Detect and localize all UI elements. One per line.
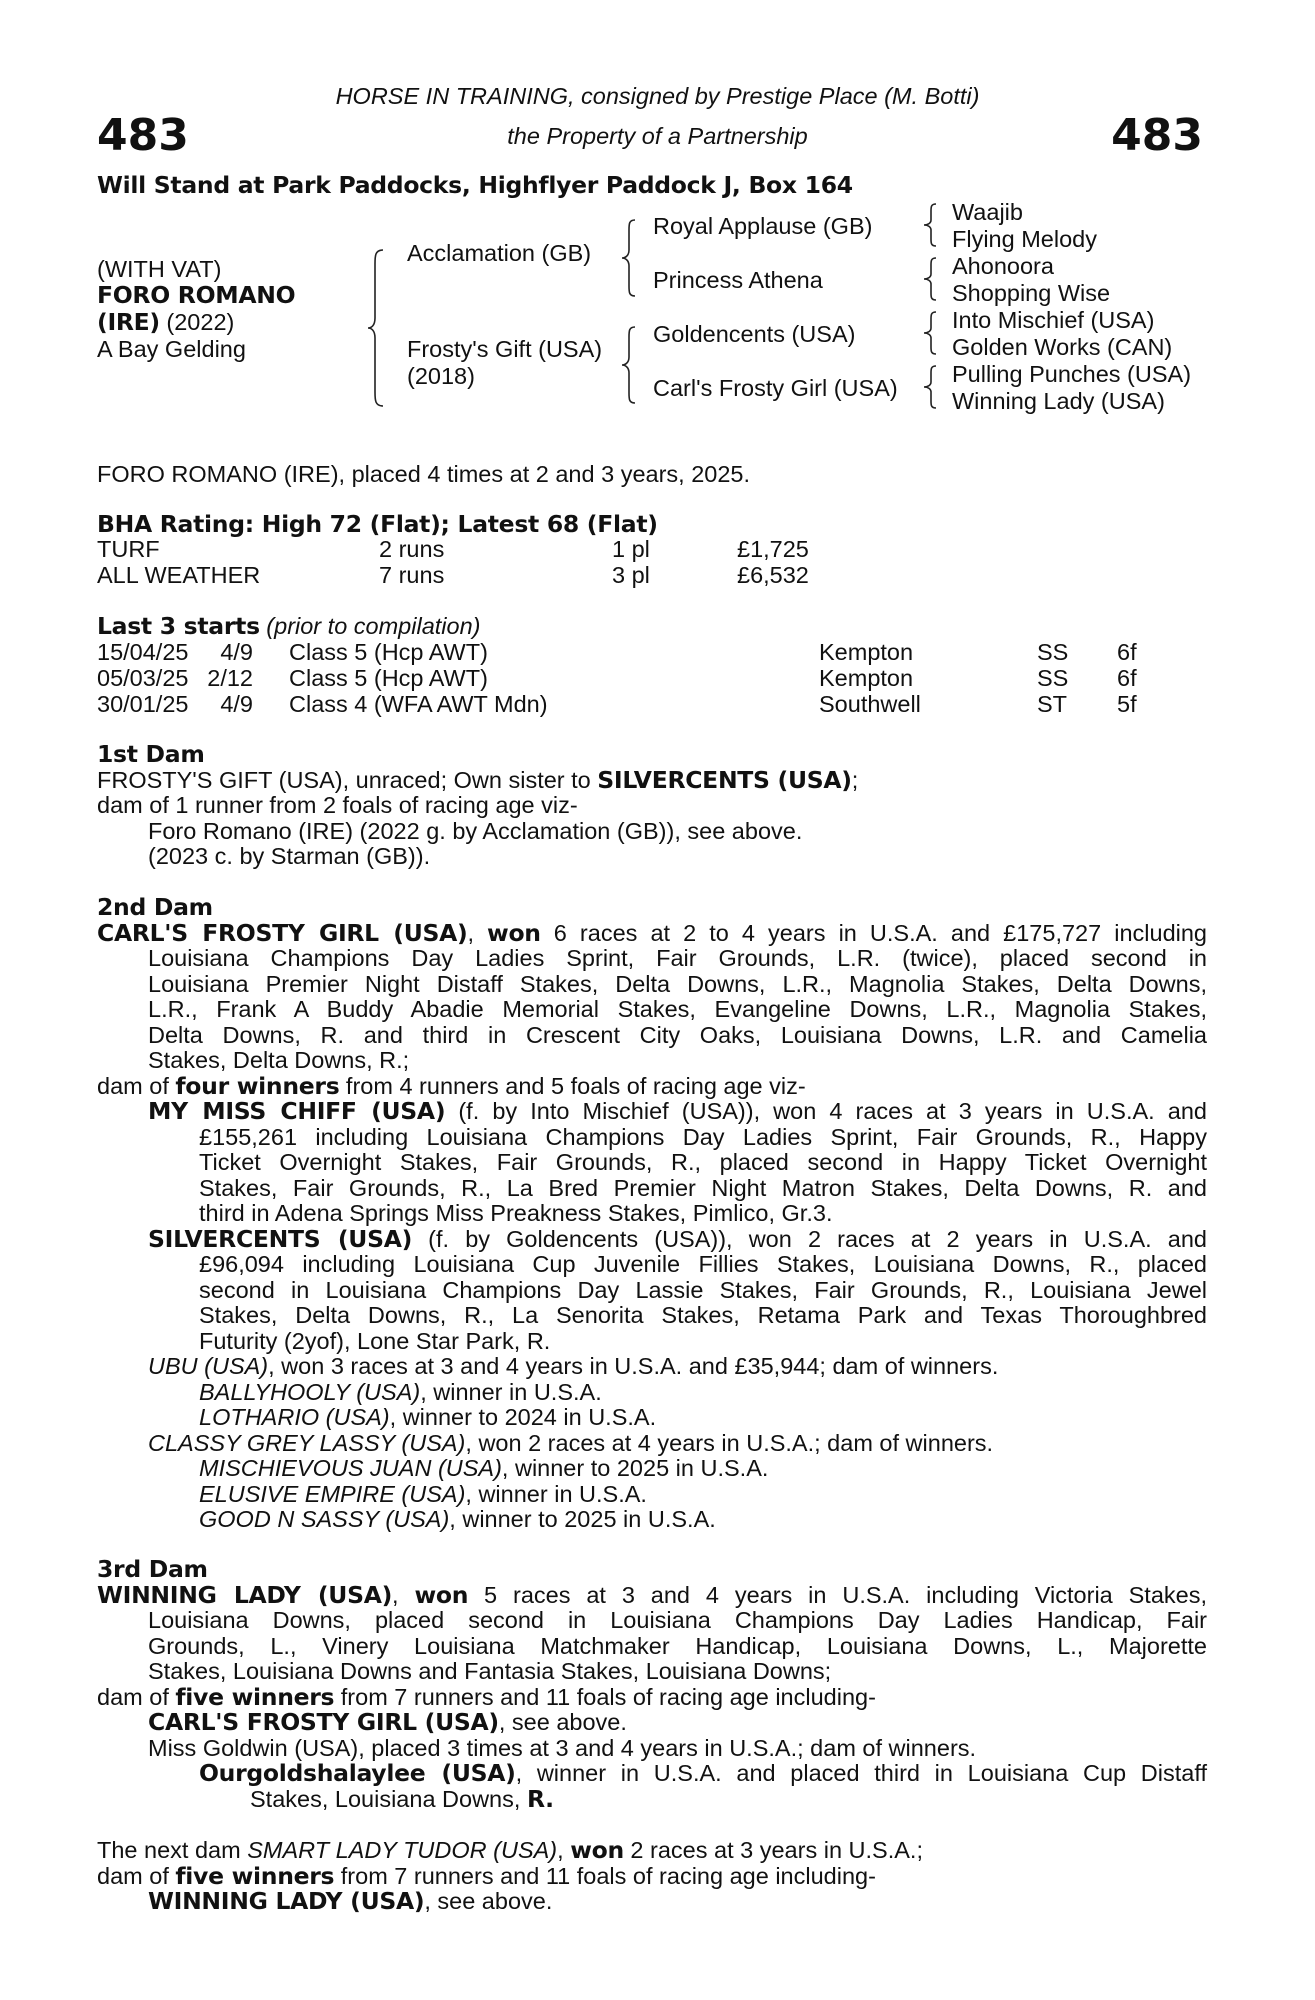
dam-line: CARL'S FROSTY GIRL (USA), won 6 races at 2 to 4 years in U.S.A. and £175,727 including: [97, 918, 1208, 947]
text: , winner to 2025 in U.S.A.: [449, 1506, 716, 1532]
produce-line: Stakes, Delta Downs, R., La Senorita Stakes, Retama Park and Texas Thoroughbred: [199, 1302, 1207, 1328]
dam-of-line: [97, 1682, 1207, 1711]
horse-name: WINNING LADY (USA): [148, 1887, 425, 1915]
start-race: Class 4 (WFA AWT Mdn): [289, 691, 548, 717]
dam-line: Louisiana Downs, placed second in Louisiana Champions Day Ladies Handicap, Fair: [148, 1607, 1207, 1633]
produce-line: [97, 1507, 1207, 1533]
start-position: 2/12: [207, 665, 253, 691]
lot-number-left: 483: [97, 110, 189, 161]
pedigree-gd1: Princess Athena: [653, 267, 823, 293]
horse-name: FORO ROMANO: [97, 281, 296, 309]
produce-line: [97, 1380, 1207, 1406]
start-position: 4/9: [220, 691, 253, 717]
pedigree-gd2: Carl's Frosty Girl (USA): [653, 375, 898, 401]
text: 2 races at 3 years in U.S.A.;: [623, 1837, 923, 1863]
first-dam-section: [97, 742, 1207, 870]
start-race: Class 5 (Hcp AWT): [289, 639, 488, 665]
horse-name: BALLYHOOLY (USA): [199, 1378, 421, 1405]
pedigree-brace-g4: [923, 364, 941, 410]
horse-year: (2022): [159, 309, 235, 335]
produce-line: [97, 1761, 1207, 1787]
produce-line: [97, 1889, 1207, 1915]
winners-count: four winners: [175, 1071, 340, 1100]
text: (f. by Goldencents (USA)), won 2 races at 2 years in U.S.A. and: [428, 1225, 1207, 1252]
rating-runs: 7 runs: [379, 562, 445, 588]
text: (f. by Into Mischief (USA)), won 4 races at 3 years in U.S.A. and: [458, 1098, 1208, 1124]
horse-name: ELUSIVE EMPIRE (USA): [199, 1480, 466, 1507]
text: , see above.: [498, 1709, 627, 1735]
horse-name: CARL'S FROSTY GIRL (USA): [148, 1708, 499, 1736]
text: 6 races at 2 to 4 years in U.S.A. and £175,727 including: [553, 919, 1208, 946]
produce-line: [97, 1099, 1207, 1125]
text: , winner in U.S.A.: [465, 1480, 647, 1507]
text: The next dam: [97, 1837, 248, 1863]
pedigree-ggp: Waajib: [952, 199, 1023, 225]
rating-row: [97, 537, 897, 563]
start-distance: 6f: [1117, 665, 1137, 691]
text: dam of: [97, 1072, 176, 1099]
horse-name: WINNING LADY (USA): [97, 1580, 393, 1609]
text: from 7 runners and 11 foals of racing age including-: [334, 1862, 876, 1889]
horse-name: GOOD N SASSY (USA): [199, 1506, 450, 1532]
text: , winner in U.S.A. and placed third in Louisiana Cup Distaff: [515, 1760, 1207, 1786]
pedigree-ggp: Into Mischief (USA): [952, 307, 1155, 333]
produce-line: Miss Goldwin (USA), placed 3 times at 3 and 4 years in U.S.A.; dam of winners.: [148, 1734, 977, 1761]
text: ;: [851, 766, 859, 793]
start-date: 05/03/25: [97, 665, 189, 691]
pedigree-brace-sire: [621, 218, 643, 298]
race-summary: FORO ROMANO (IRE), placed 4 times at 2 and 3 years, 2025.: [97, 461, 751, 487]
dam-line: Louisiana Champions Day Ladies Sprint, Fair Grounds, L.R. (twice), placed second in: [148, 945, 1207, 971]
dam-line: dam of 1 runner from 2 foals of racing age viz-: [97, 792, 578, 818]
produce-line: [97, 1482, 1207, 1508]
pedigree-ggp: Pulling Punches (USA): [952, 361, 1192, 387]
rating-row: [97, 563, 897, 589]
produce-line: third in Adena Springs Miss Preakness Stakes, Pimlico, Gr.3.: [199, 1200, 833, 1226]
start-row: [97, 640, 1147, 666]
dam-line: Stakes, Delta Downs, R.;: [148, 1047, 410, 1073]
horse-name: MY MISS CHIFF (USA): [148, 1097, 446, 1125]
pedigree-dam: Frosty's Gift (USA): [407, 336, 603, 362]
text: dam of: [97, 1683, 176, 1710]
horse-country: (IRE): [97, 308, 160, 336]
dam-line: [97, 1838, 1207, 1864]
last-starts-heading: [97, 614, 480, 640]
start-race: Class 5 (Hcp AWT): [289, 665, 488, 691]
text: , won 3 races at 3 and 4 years in U.S.A. and £35,944; dam of winners.: [268, 1353, 999, 1379]
dam-line: Grounds, L., Vinery Louisiana Matchmaker Handicap, Louisiana Downs, L., Majorette: [148, 1632, 1207, 1659]
produce-line: [97, 1354, 1207, 1380]
produce-line: £96,094 including Louisiana Cup Juvenile Fillies Stakes, Louisiana Downs, R., placed: [199, 1251, 1207, 1277]
pedigree-brace-g2: [923, 256, 941, 302]
pedigree-brace-main: [367, 248, 389, 408]
horse-name: MISCHIEVOUS JUAN (USA): [199, 1455, 502, 1481]
dam-of-line: [97, 1861, 1207, 1890]
text: 5 races at 3 and 4 years in U.S.A. including Victoria Stakes,: [484, 1581, 1207, 1608]
won-label: won: [487, 918, 541, 947]
rating-earnings: £6,532: [737, 562, 809, 588]
last-starts-title: Last 3 starts: [97, 612, 260, 640]
horse-name: LOTHARIO (USA): [199, 1404, 390, 1430]
horse-name: CLASSY GREY LASSY (USA): [148, 1429, 466, 1456]
winners-count: five winners: [175, 1682, 335, 1711]
pedigree-brace-dam: [621, 325, 643, 405]
lot-number-right: 483: [1111, 110, 1203, 161]
pedigree-brace-g1: [923, 202, 941, 248]
produce-line: (2023 c. by Starman (GB)).: [148, 843, 431, 869]
produce-line: Foro Romano (IRE) (2022 g. by Acclamation (GB)), see above.: [148, 817, 803, 844]
pedigree-ggp: Ahonoora: [952, 253, 1054, 279]
start-date: 15/04/25: [97, 639, 189, 665]
start-going: ST: [1037, 691, 1068, 717]
horse-name: Ourgoldshalaylee (USA): [199, 1759, 516, 1787]
start-position: 4/9: [220, 639, 253, 665]
text: from 7 runners and 11 foals of racing age including-: [334, 1683, 876, 1710]
section-heading: 1st Dam: [97, 740, 205, 768]
dam-line: [97, 765, 1207, 794]
produce-line: [97, 1710, 1207, 1736]
pedigree-dam-year: (2018): [407, 363, 475, 389]
text: Stakes, Louisiana Downs,: [250, 1785, 527, 1812]
next-dam-section: [97, 1838, 1207, 1915]
pedigree-sire: Acclamation (GB): [407, 240, 592, 266]
pedigree-gs2: Goldencents (USA): [653, 321, 856, 347]
dam-of-line: [97, 1071, 1207, 1100]
pedigree-ggp: Golden Works (CAN): [952, 334, 1173, 360]
section-heading: 3rd Dam: [97, 1555, 208, 1583]
race-grade: R.: [526, 1784, 554, 1813]
produce-line: Stakes, Fair Grounds, R., La Bred Premier Night Matron Stakes, Delta Downs, R. and: [199, 1174, 1207, 1201]
text: , won 2 races at 4 years in U.S.A.; dam of winners.: [465, 1429, 994, 1456]
text: dam of: [97, 1862, 176, 1889]
produce-line: second in Louisiana Champions Day Lassie Stakes, Fair Grounds, R., Louisiana Jewel: [199, 1276, 1207, 1303]
horse-name: CARL'S FROSTY GIRL (USA): [97, 918, 468, 947]
rating-surface: ALL WEATHER: [97, 562, 261, 588]
dam-line: Louisiana Premier Night Distaff Stakes, Delta Downs, L.R., Magnolia Stakes, Delta Downs,: [148, 970, 1207, 997]
pedigree-brace-g3: [923, 310, 941, 356]
start-distance: 5f: [1117, 691, 1137, 717]
last-starts-note: (prior to compilation): [266, 613, 481, 639]
rating-surface: TURF: [97, 536, 160, 562]
winners-count: five winners: [175, 1861, 335, 1890]
won-label: won: [414, 1580, 469, 1609]
rating-earnings: £1,725: [737, 536, 809, 562]
text: , winner to 2024 in U.S.A.: [389, 1404, 657, 1430]
start-going: SS: [1037, 639, 1069, 665]
section-heading: 2nd Dam: [97, 893, 213, 921]
text: , winner to 2025 in U.S.A.: [501, 1455, 769, 1481]
produce-line: £155,261 including Louisiana Champions Day Ladies Sprint, Fair Grounds, R., Happy: [199, 1123, 1207, 1150]
start-course: Southwell: [819, 691, 921, 717]
produce-line: [97, 1224, 1207, 1253]
won-label: won: [570, 1836, 624, 1864]
pedigree-ggp: Shopping Wise: [952, 280, 1111, 306]
pedigree-ggp: Winning Lady (USA): [952, 388, 1165, 414]
horse-name: UBU (USA): [148, 1353, 269, 1379]
stand-location: Will Stand at Park Paddocks, Highflyer Paddock J, Box 164: [97, 171, 853, 199]
start-distance: 6f: [1117, 639, 1137, 665]
horse-country-year: [97, 310, 234, 336]
dam-line: WINNING LADY (USA), won 5 races at 3 and 4 years in U.S.A. including Victoria Stakes,: [97, 1580, 1207, 1609]
property-line: the Property of a Partnership: [507, 123, 808, 149]
text: , see above.: [424, 1888, 553, 1914]
start-course: Kempton: [819, 665, 914, 691]
start-row: [97, 692, 1147, 718]
dam-line: Stakes, Louisiana Downs and Fantasia Stakes, Louisiana Downs;: [148, 1658, 832, 1684]
bha-rating-heading: BHA Rating: High 72 (Flat); Latest 68 (Flat): [97, 510, 658, 538]
horse-name: SILVERCENTS (USA): [597, 765, 852, 794]
dam-line: Delta Downs, R. and third in Crescent City Oaks, Louisiana Downs, L.R. and Camelia: [148, 1021, 1207, 1048]
third-dam-section: [97, 1557, 1207, 1812]
horse-name: SMART LADY TUDOR (USA): [247, 1837, 558, 1863]
produce-line: Futurity (2yof), Lone Star Park, R.: [199, 1327, 551, 1354]
horse-name: SILVERCENTS (USA): [148, 1224, 413, 1253]
consignor-line: HORSE IN TRAINING, consigned by Prestige Place (M. Botti): [335, 83, 980, 109]
text: FROSTY'S GIFT (USA), unraced; Own sister to: [97, 766, 598, 793]
produce-line: [97, 1431, 1207, 1457]
produce-line: [97, 1784, 1207, 1813]
produce-line: [97, 1456, 1207, 1482]
start-date: 30/01/25: [97, 691, 189, 717]
pedigree-gs1: Royal Applause (GB): [653, 213, 873, 239]
text: from 4 runners and 5 foals of racing age viz-: [339, 1072, 806, 1099]
start-course: Kempton: [819, 639, 914, 665]
second-dam-section: [97, 895, 1207, 1533]
pedigree-ggp: Flying Melody: [952, 226, 1097, 252]
text: , winner in U.S.A.: [420, 1378, 602, 1405]
rating-placed: 3 pl: [612, 562, 650, 588]
start-going: SS: [1037, 665, 1069, 691]
produce-line: Ticket Overnight Stakes, Fair Grounds, R., placed second in Happy Ticket Overnight: [199, 1149, 1207, 1175]
dam-line: L.R., Frank A Buddy Abadie Memorial Stakes, Evangeline Downs, L.R., Magnolia Stakes,: [148, 996, 1207, 1022]
produce-line: [97, 1405, 1207, 1431]
rating-placed: 1 pl: [612, 536, 650, 562]
start-row: [97, 666, 1147, 692]
text: ,: [557, 1837, 571, 1863]
rating-runs: 2 runs: [379, 536, 445, 562]
vat-note: (WITH VAT): [97, 256, 222, 282]
horse-description: A Bay Gelding: [97, 336, 246, 362]
